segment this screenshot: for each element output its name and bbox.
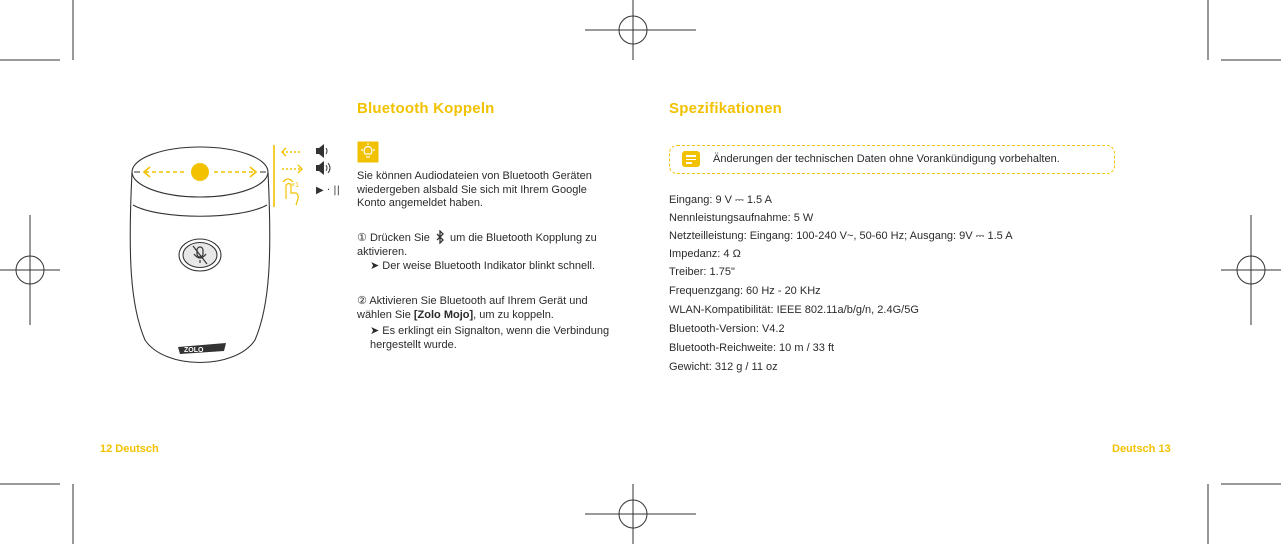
volume-up-icon — [316, 161, 330, 175]
spec-line: Impedanz: 4 Ω — [669, 248, 741, 260]
arrow-icon: ➤ — [370, 325, 380, 337]
spec-line: Gewicht: 312 g / 11 oz — [669, 361, 778, 373]
spec-line: Nennleistungsaufnahme: 5 W — [669, 212, 814, 224]
step-1-number: ① — [357, 232, 367, 244]
step-2-number: ② — [357, 295, 367, 307]
spec-line: Eingang: 9 V ⎓ 1.5 A — [669, 194, 772, 206]
page-footer-left: 12 Deutsch — [100, 443, 159, 455]
device-name: [Zolo Mojo] — [413, 308, 474, 321]
heading-specifications: Spezifikationen — [669, 100, 783, 117]
spec-line: Netzteilleistung: Eingang: 100-240 V~, 50-60 Hz; Ausgang: 9V ⎓ 1.5 A — [669, 230, 1013, 242]
spec-line: Bluetooth-Reichweite: 10 m / 33 ft — [669, 342, 835, 354]
note-text: Änderungen der technischen Daten ohne Vorankündigung vorbehalten. — [713, 153, 1060, 165]
step-1-text-after: um die Bluetooth Kopplung zu aktivieren. — [357, 232, 597, 258]
bluetooth-indicator-light — [191, 163, 209, 181]
step-2-result — [370, 325, 610, 352]
zolo-logo — [178, 343, 226, 354]
play-pause-icon: ▶ · || — [316, 185, 340, 196]
step-2 — [357, 295, 619, 322]
arrow-icon: ➤ — [370, 260, 380, 272]
step-2-result-text: Es erklingt ein Signalton, wenn die Verbindung hergestellt wurde. — [370, 325, 610, 351]
intro-paragraph: Sie können Audiodateien von Bluetooth Geräten wiedergeben alsbald Sie sich mit Ihrem Google Konto angemeldet haben. — [357, 170, 592, 209]
spec-line: Treiber: 1.75" — [669, 266, 735, 278]
note-icon — [682, 151, 700, 167]
spec-line: WLAN-Kompatibilität: IEEE 802.11a/b/g/n, 2.4G/5G — [669, 304, 919, 316]
step-1 — [357, 230, 619, 259]
page-footer-right: Deutsch 13 — [1112, 443, 1171, 455]
spec-line: Bluetooth-Version: V4.2 — [669, 323, 785, 335]
svg-text:×1: ×1 — [291, 182, 299, 189]
spec-line: Frequenzgang: 60 Hz - 20 KHz — [669, 285, 821, 297]
speaker-illustration — [120, 135, 380, 375]
step-1-text-before: Drücken Sie — [369, 232, 430, 244]
tip-icon — [357, 141, 379, 163]
heading-bluetooth-pairing: Bluetooth Koppeln — [357, 100, 495, 117]
volume-down-icon — [316, 144, 327, 158]
step-1-result-text: Der weise Bluetooth Indikator blinkt schnell. — [382, 260, 596, 272]
step-2-text-before: Aktivieren Sie Bluetooth auf Ihrem Gerät und wählen Sie — [357, 295, 588, 321]
step-2-text-after: , um zu koppeln. — [473, 308, 554, 321]
step-1-result — [370, 260, 610, 274]
note-box — [669, 145, 1115, 174]
svg-text:ZOLO: ZOLO — [184, 347, 204, 354]
bluetooth-icon — [433, 230, 447, 244]
